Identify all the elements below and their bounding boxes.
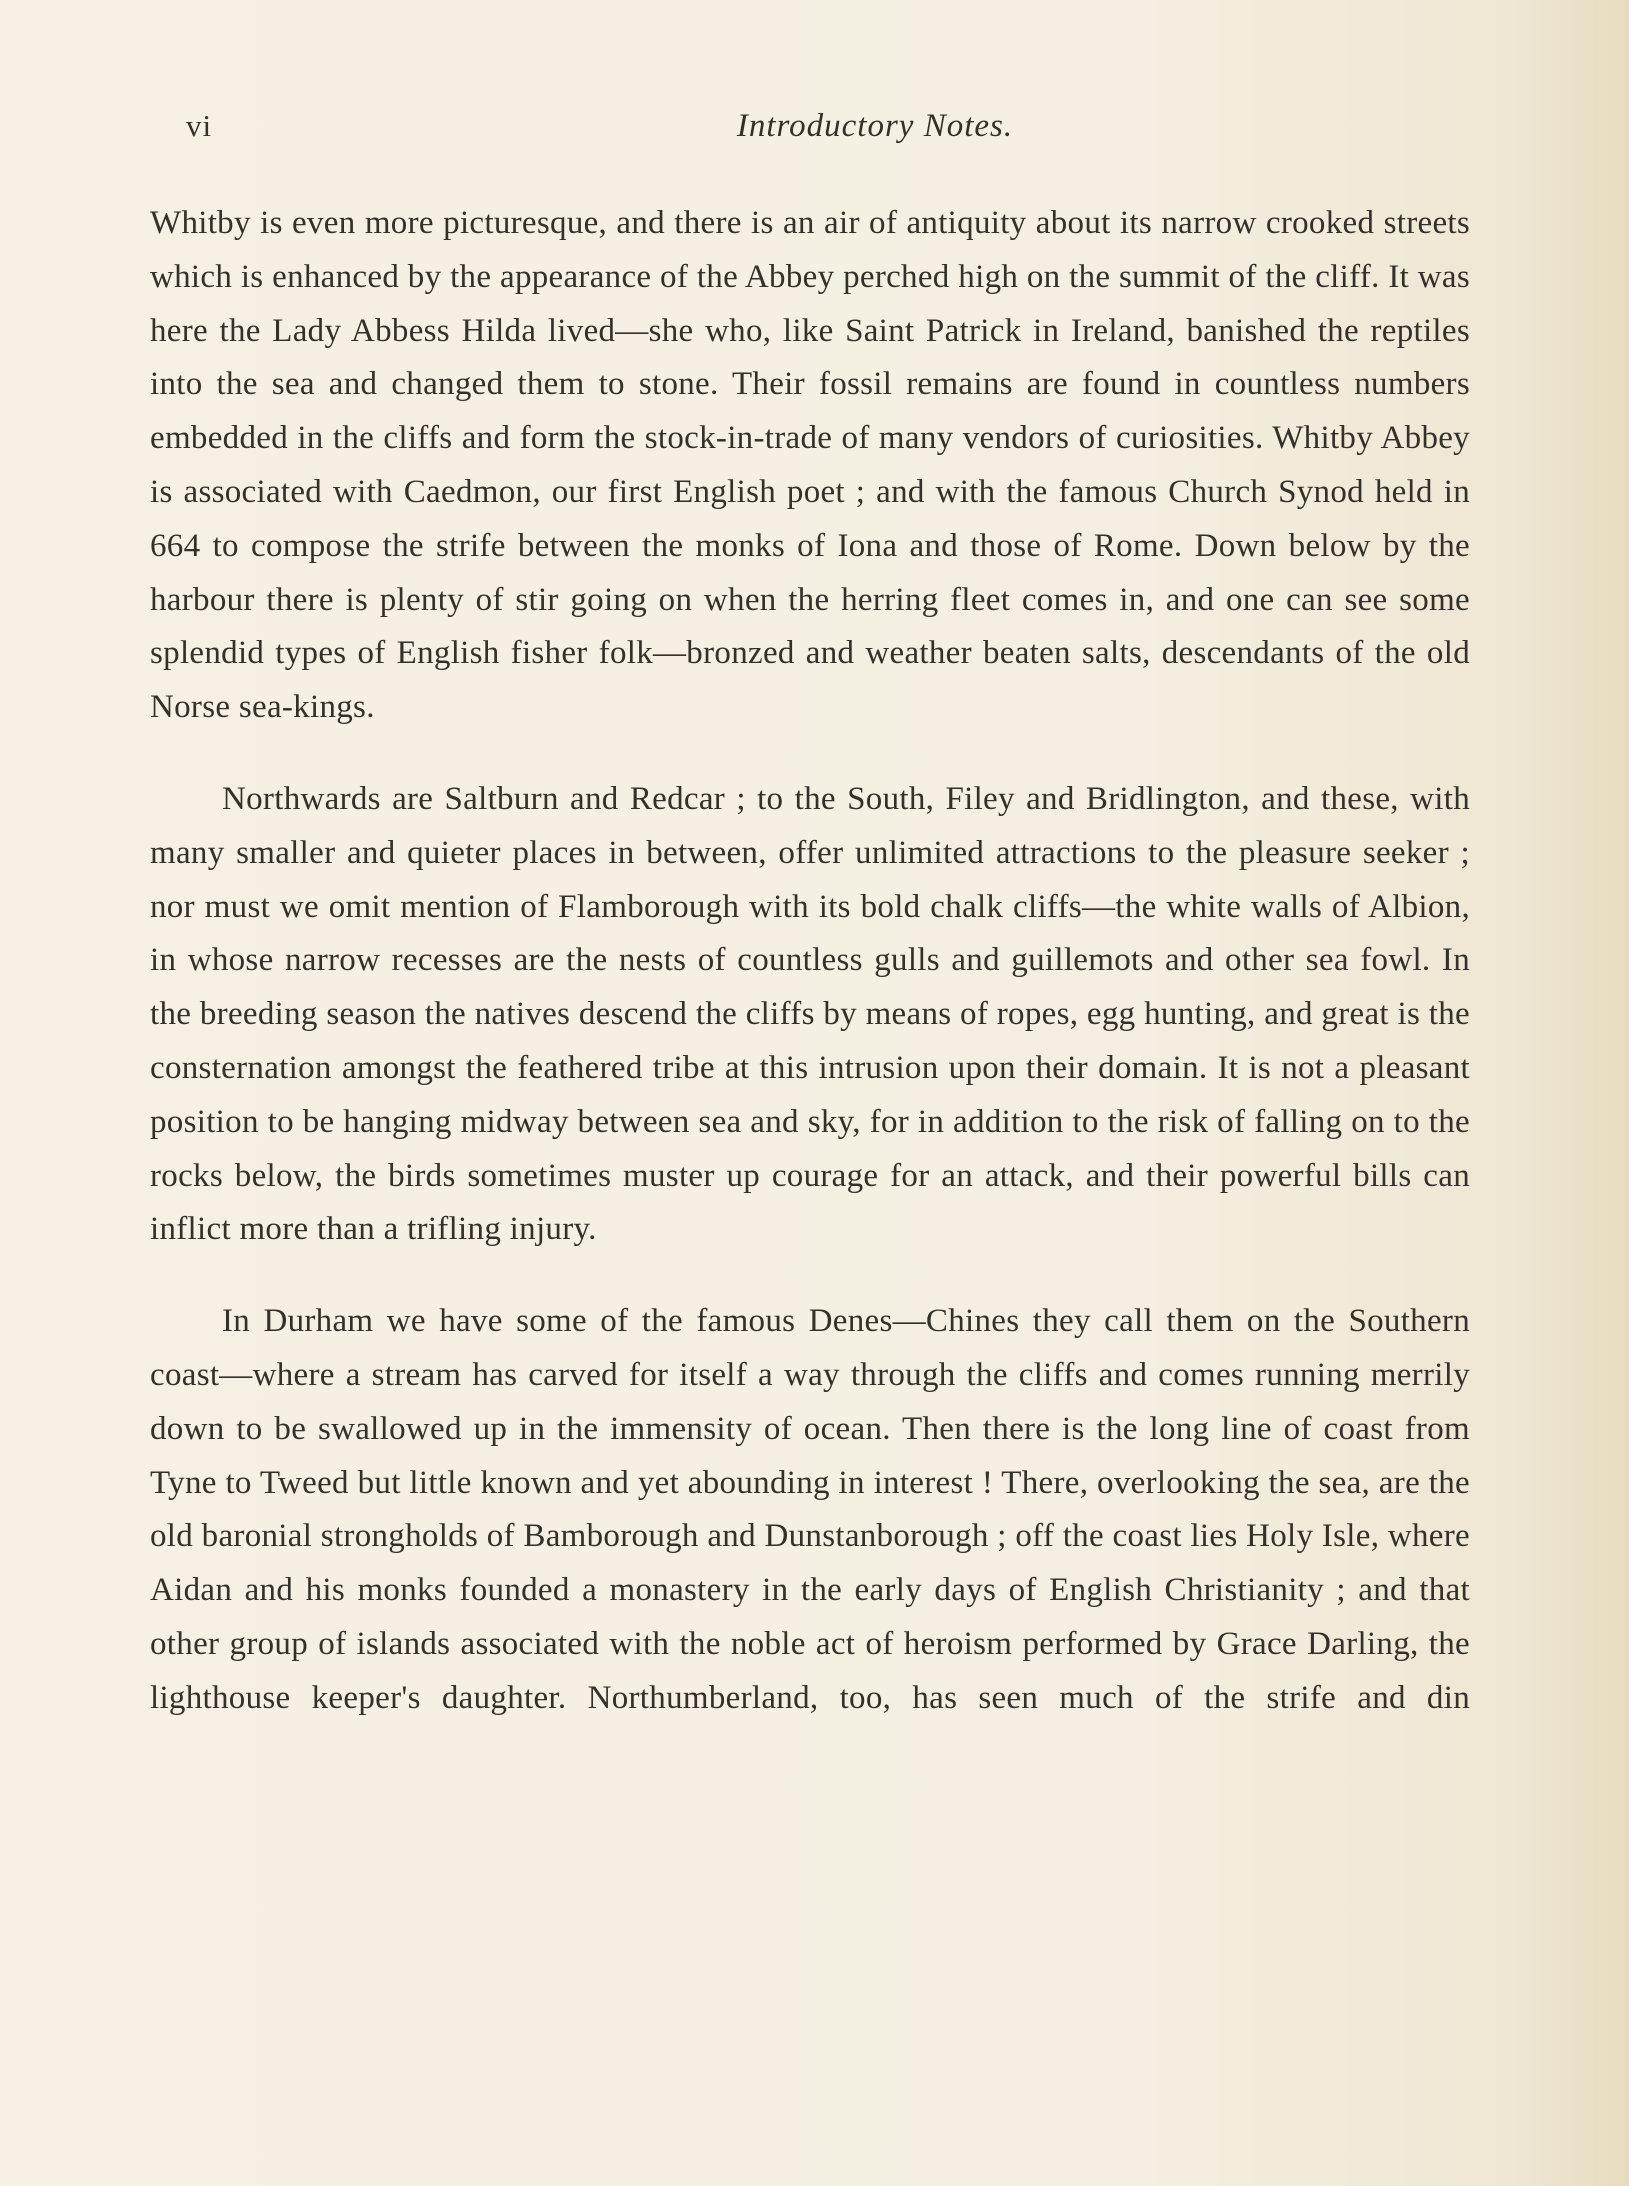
paragraph-northwards: Northwards are Saltburn and Redcar ; to the South, Filey and Bridlington, and these, with many smaller and quieter places in between, offer unlimited attractions to the pleasure seeker ; nor must we omit mention of Flamborough with its bold chalk cliffs—the white walls of Albion, in whose narrow recesses are the nests of countless gulls and guillemots and other sea fowl. In the breeding season the natives descend the cliffs by means of ropes, egg hunting, and great is the consternation amongst the feathered tribe at this intrusion upon their domain. It is not a pleasant position to be hanging midway between sea and sky, for in addition to the risk of falling on to the rocks below, the birds sometimes muster up courage for an attack, and their powerful bills can inflict more than a trifling injury. — [150, 780, 1470, 1248]
page-number: vi — [186, 108, 213, 143]
running-title: Introductory Notes. — [736, 108, 1014, 144]
running-head — [150, 108, 1470, 158]
body-text — [150, 197, 1470, 1764]
paragraph-whitby: Whitby is even more picturesque, and there is an air of antiquity about its narrow crooked streets which is enhanced by the appearance of the Abbey perched high on the summit of the cliff. It was here the Lady Abbess Hilda lived—she who, like Saint Patrick in Ireland, banished the reptiles into the sea and changed them to stone. Their fossil remains are found in countless numbers embedded in the cliffs and form the stock-in-trade of many vendors of curiosities. Whitby Abbey is associated with Caedmon, our first English poet ; and with the famous Church Synod held in 664 to compose the strife between the monks of Iona and those of Rome. Down below by the harbour there is plenty of stir going on when the herring fleet comes in, and one can see some splendid types of English fisher folk—bronzed and weather beaten salts, descendants of the old Norse sea-kings. — [150, 205, 1470, 726]
paragraph-durham: In Durham we have some of the famous Denes—Chines they call them on the Southern coast—where a stream has carved for itself a way through the cliffs and comes running merrily down to be swallowed up in the immensity of ocean. Then there is the long line of coast from Tyne to Tweed but little known and yet abounding in interest ! There, overlooking the sea, are the old baronial strongholds of Bamborough and Dunstanborough ; off the coast lies Holy Isle, where Aidan and his monks founded a monastery in the early days of English Christianity ; and that other group of islands associated with the noble act of heroism performed by Grace Darling, the lighthouse keeper's daughter. Northumberland, too, has seen much of the strife and din — [150, 1303, 1470, 1716]
